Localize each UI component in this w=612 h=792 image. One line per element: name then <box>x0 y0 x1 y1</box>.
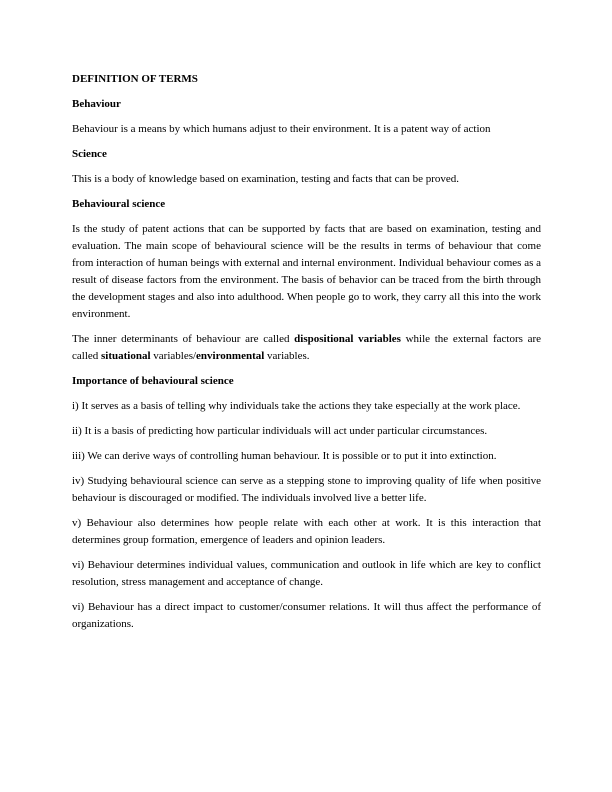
determinants-text-2: while the external factors are called <box>72 333 542 362</box>
term-dispositional-variables: dispositional variables <box>294 333 401 345</box>
document-title: DEFINITION OF TERMS <box>72 73 198 85</box>
determinants-text-4: variables. <box>264 350 310 362</box>
determinants-text-1: The inner determinants of behaviour are called <box>72 333 295 345</box>
list-item: iv) Studying behavioural science can serve as a stepping stone to improving quality of life when positive behaviour is discouraged or modified. The individuals involved live a better life. <box>72 475 541 504</box>
paragraph-behaviour-determinants <box>72 331 541 365</box>
heading-behaviour: Behaviour <box>72 98 121 110</box>
list-item: i) It serves as a basis of telling why individuals take the actions they take especially at the work place. <box>72 400 521 412</box>
heading-importance: Importance of behavioural science <box>72 375 234 387</box>
list-item: vi) Behaviour determines individual values, communication and outlook in life which are key to conflict resolution, stress management and acceptance of change. <box>72 559 541 588</box>
list-item: vi) Behaviour has a direct impact to customer/consumer relations. It will thus affect the performance of organizations. <box>72 601 541 630</box>
determinants-text-3: variables/ <box>150 350 197 362</box>
list-item: v) Behaviour also determines how people relate with each other at work. It is this interaction that determines group formation, emergence of leaders and opinion leaders. <box>72 517 541 546</box>
paragraph-behaviour-definition: Behaviour is a means by which humans adjust to their environment. It is a patent way of action <box>72 123 491 135</box>
document-page <box>72 71 541 641</box>
list-item: iii) We can derive ways of controlling human behaviour. It is possible or to put it into extinction. <box>72 450 497 462</box>
term-situational: situational <box>101 350 151 362</box>
list-item: ii) It is a basis of predicting how particular individuals will act under particular circumstances. <box>72 425 488 437</box>
paragraph-behavioural-science-definition: Is the study of patent actions that can be supported by facts that are based on examination, testing and evaluation. The main scope of behavioural science will be the results in terms of behaviour that come from interaction of human beings with external and internal environment. Individual behaviour comes as a result of disease factors from the environment. The basis of behavior can be traced from the birth through the development stages and also into adulthood. When people go to work, they carry all this into the work environment. <box>72 223 541 320</box>
paragraph-science-definition: This is a body of knowledge based on examination, testing and facts that can be proved. <box>72 173 460 185</box>
heading-behavioural-science: Behavioural science <box>72 198 166 210</box>
term-environmental: environmental <box>196 350 265 362</box>
heading-science: Science <box>72 148 107 160</box>
